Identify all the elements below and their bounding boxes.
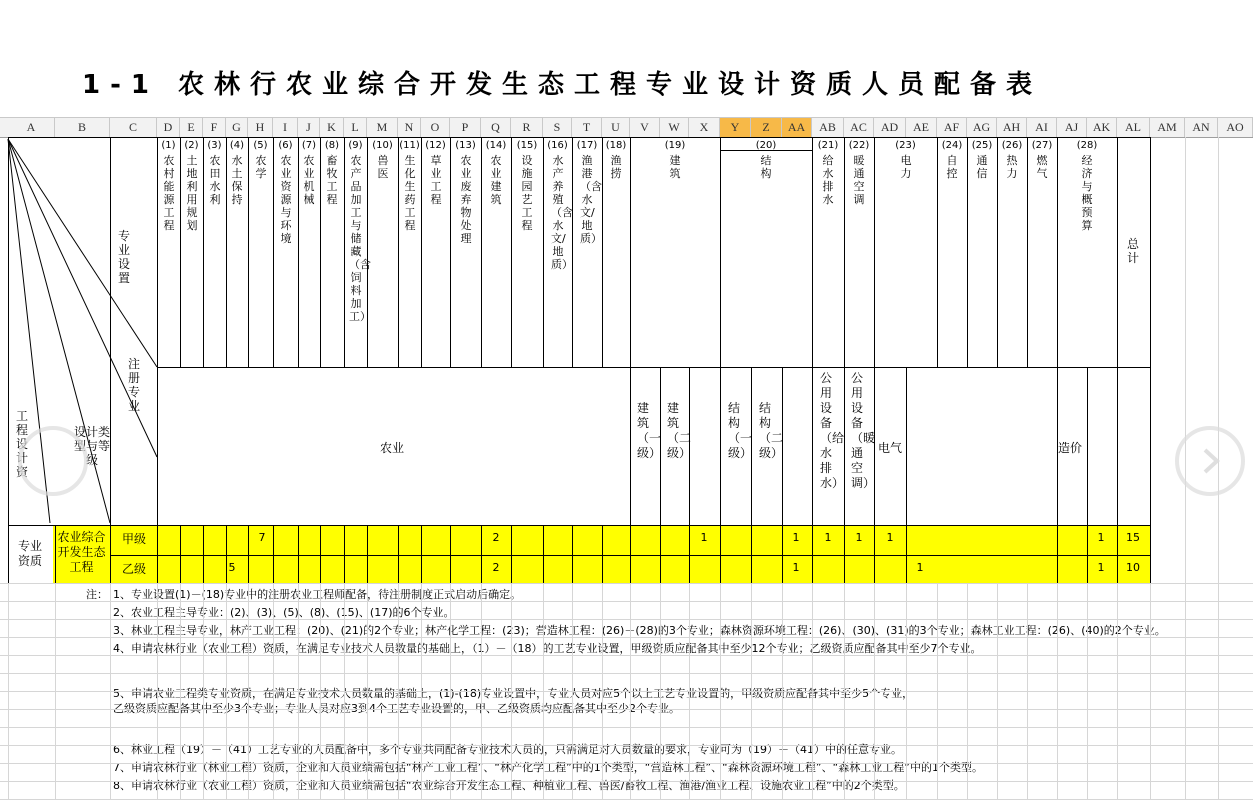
specialty-name: 农业机械 xyxy=(303,154,315,206)
grid-vline xyxy=(226,137,227,367)
specialty-name: 农村能源工程 xyxy=(163,154,175,232)
specialty-num: (17) xyxy=(576,140,598,151)
specialty-name: 建筑 xyxy=(669,154,681,180)
specialty-name: 设施园艺工程 xyxy=(521,154,533,232)
grid-vline xyxy=(481,137,482,367)
column-header-AE[interactable]: AE xyxy=(906,118,937,137)
grid-vline xyxy=(689,367,690,583)
specialty-name: 畜牧工程 xyxy=(326,154,338,206)
grid-vline xyxy=(273,583,274,800)
grid-vline xyxy=(226,583,227,800)
jia-x-value[interactable]: 1 xyxy=(700,531,708,544)
column-header-AB[interactable]: AB xyxy=(812,118,844,137)
column-header-AJ[interactable]: AJ xyxy=(1057,118,1087,137)
grid-vline xyxy=(398,137,399,367)
grid-vline xyxy=(203,583,204,800)
specialty-num: (15) xyxy=(516,140,538,151)
column-header-Z[interactable]: Z xyxy=(751,118,782,137)
jia-aa-value[interactable]: 1 xyxy=(792,531,800,544)
grid-vline xyxy=(1150,583,1151,800)
reg-jianzhu2: 建筑（二级） xyxy=(667,401,692,460)
specialty-num: (25) xyxy=(971,140,993,151)
specialty-num: (1) xyxy=(161,140,176,151)
grid-vline xyxy=(110,583,111,800)
specialty-num: (16) xyxy=(547,140,568,151)
grid-vline xyxy=(367,583,368,800)
grid-vline xyxy=(812,367,813,583)
grid-hline xyxy=(0,763,1253,764)
specialty-num: (3) xyxy=(207,140,222,151)
grid-vline xyxy=(720,137,721,367)
specialty-num: (7) xyxy=(301,140,317,151)
grid-hline xyxy=(0,619,1253,620)
qualification-label: 专业资质 xyxy=(17,539,42,568)
grid-vline xyxy=(751,367,752,583)
jia-total-value[interactable]: 15 xyxy=(1126,531,1140,544)
note-line: 7、申请农林行业（林业工程）资质，企业和人员业绩需包括“林产工业工程”、“林产化学工程”中的1个类型，“营造林工程”、“森林资源环境工程”、“森林工业工程”中的1个类型。 xyxy=(113,761,983,774)
specialty-num: (8) xyxy=(324,140,340,151)
grid-vline xyxy=(1057,583,1058,800)
grid-vline xyxy=(602,583,603,800)
spreadsheet-grid[interactable] xyxy=(0,137,1253,800)
column-header-AC[interactable]: AC xyxy=(844,118,874,137)
grid-vline xyxy=(203,137,204,367)
grid-vline xyxy=(844,137,845,367)
grid-vline xyxy=(481,583,482,800)
reg-gongyong-jishui: 公用设备（给水排水） xyxy=(820,371,845,490)
grid-vline xyxy=(630,367,631,583)
grid-vline xyxy=(450,583,451,800)
specialty-num: (22) xyxy=(848,140,870,151)
category-label: 农业综合开发生态工程 xyxy=(57,530,106,574)
grid-hline xyxy=(0,583,1253,584)
specialty-num: (14) xyxy=(485,140,507,151)
grid-vline xyxy=(8,137,9,583)
grid-hline xyxy=(0,727,1253,728)
column-header-I[interactable]: I xyxy=(273,118,298,137)
grid-hline xyxy=(0,601,1253,602)
column-header-Q[interactable]: Q xyxy=(481,118,511,137)
grid-hline xyxy=(157,367,1150,368)
grid-vline xyxy=(180,525,181,583)
grid-vline xyxy=(1117,137,1118,367)
column-header-AA[interactable]: AA xyxy=(782,118,812,137)
specialty-name: 草业工程 xyxy=(430,154,442,206)
column-header-AK[interactable]: AK xyxy=(1087,118,1117,137)
jia-ad-value[interactable]: 1 xyxy=(886,531,894,544)
grid-vline xyxy=(782,583,783,800)
grid-vline xyxy=(298,583,299,800)
specialty-name: 农业资源与环境 xyxy=(280,154,292,245)
grid-vline xyxy=(1087,367,1088,583)
grid-vline xyxy=(1027,583,1028,800)
column-header-R[interactable]: R xyxy=(511,118,543,137)
specialty-name: 水产养殖（含水文/地质） xyxy=(551,154,573,271)
specialty-num: (9) xyxy=(348,140,363,151)
grid-vline xyxy=(1218,137,1219,583)
specialty-num: (21) xyxy=(817,140,839,151)
grid-vline xyxy=(248,583,249,800)
yi-ae-value[interactable]: 1 xyxy=(916,561,924,574)
grid-hline xyxy=(0,781,1253,782)
reg-nongye: 农业 xyxy=(380,441,405,455)
grid-vline xyxy=(660,367,661,583)
grid-vline xyxy=(812,137,813,367)
grid-vline xyxy=(450,525,451,583)
grid-vline xyxy=(367,525,368,583)
grid-vline xyxy=(248,137,249,367)
reg-gongyong-nuantong: 公用设备（暖通空调） xyxy=(851,371,876,490)
specialty-name: 热力 xyxy=(1006,154,1018,180)
grid-vline xyxy=(874,137,875,367)
column-header-bar[interactable] xyxy=(0,117,1253,138)
grid-vline xyxy=(630,583,631,800)
specialty-num: (11) xyxy=(399,140,420,151)
grid-vline xyxy=(320,583,321,800)
grid-vline xyxy=(398,525,399,583)
note-line: 2、农业工程主导专业：(2)、(3)、(5)、(8)、(15)、(17)的6个专业。 xyxy=(113,606,455,619)
jia-ak-value[interactable]: 1 xyxy=(1097,531,1105,544)
note-line: 4、申请农林行业（农业工程）资质，在满足专业技术人员数量的基础上，（1）－（18）的工艺专业设置，甲级资质应配备其中至少12个专业；乙级资质应配备其中至少7个专业。 xyxy=(113,642,982,655)
grid-vline xyxy=(511,525,512,583)
zhuce-zhuanye-label: 注册专业 xyxy=(128,357,141,413)
grid-vline xyxy=(937,137,938,367)
grid-hline xyxy=(0,691,1253,692)
specialty-num: (6) xyxy=(278,140,293,151)
note-line: 1、专业设置(1)－(18)专业中的注册农业工程师配备，待注册制度正式启动后确定。 xyxy=(113,588,522,601)
reg-dianqi: 电气 xyxy=(878,441,903,455)
grid-vline xyxy=(1185,583,1186,800)
specialty-name: 农业建筑 xyxy=(490,154,502,206)
specialty-name: 兽医 xyxy=(377,154,389,180)
specialty-num: (20) xyxy=(755,140,777,151)
grid-vline xyxy=(906,367,907,583)
specialty-name: 农产品加工与储藏（含饲料加工） xyxy=(349,154,371,323)
grid-vline xyxy=(320,525,321,583)
yi-aa-value[interactable]: 1 xyxy=(792,561,800,574)
grid-vline xyxy=(110,137,111,583)
grid-vline xyxy=(55,525,56,583)
specialty-name: 渔捞 xyxy=(610,154,622,180)
grid-hline xyxy=(0,655,1253,656)
jia-ab-value[interactable]: 1 xyxy=(824,531,832,544)
grid-vline xyxy=(997,137,998,367)
prev-nav-circle[interactable] xyxy=(18,426,88,496)
yi-ak-value[interactable]: 1 xyxy=(1097,561,1105,574)
yi-nongye-value[interactable]: 5 xyxy=(228,561,236,574)
reg-jianzhu1: 建筑（一级） xyxy=(637,401,662,460)
grid-vline xyxy=(812,583,813,800)
grid-hline xyxy=(0,673,1253,674)
grid-vline xyxy=(967,583,968,800)
column-header-P[interactable]: P xyxy=(450,118,481,137)
column-header-G[interactable]: G xyxy=(226,118,248,137)
yi-label[interactable]: 乙级 xyxy=(122,562,147,576)
grid-vline xyxy=(630,137,631,367)
grid-vline xyxy=(751,583,752,800)
grid-vline xyxy=(273,525,274,583)
column-header-X[interactable]: X xyxy=(689,118,720,137)
grid-vline xyxy=(967,137,968,367)
column-header-E[interactable]: E xyxy=(180,118,203,137)
grid-hline xyxy=(0,745,1253,746)
jia-nongye-value[interactable]: 7 xyxy=(258,531,266,544)
column-header-N[interactable]: N xyxy=(398,118,421,137)
grid-vline xyxy=(248,525,249,583)
grid-vline xyxy=(1057,137,1058,367)
zongji-label: 总计 xyxy=(1127,237,1140,265)
note-line: 乙级资质应配备其中至少3个专业；专业人员对应3到4个工艺专业设置的，甲、乙级资质均应配备其中至少2个专业。 xyxy=(113,702,680,715)
specialty-name: 农学 xyxy=(255,154,267,180)
specialty-name: 燃气 xyxy=(1036,154,1048,180)
column-header-AN[interactable]: AN xyxy=(1185,118,1218,137)
column-header-W[interactable]: W xyxy=(660,118,689,137)
grid-vline xyxy=(180,583,181,800)
grid-vline xyxy=(421,583,422,800)
specialty-num: (13) xyxy=(455,140,476,151)
column-header-AF[interactable]: AF xyxy=(937,118,967,137)
chevron-right-icon xyxy=(1179,430,1241,492)
grid-vline xyxy=(226,525,227,583)
grid-vline xyxy=(543,583,544,800)
grid-vline xyxy=(720,367,721,583)
grid-vline xyxy=(782,367,783,583)
note-line: 8、申请农林行业（农业工程）资质，企业和人员业绩需包括“农业综合开发生态工程、种植业工程、兽医/畜牧工程、渔港/渔业工程、设施农业工程”中的2个类型。 xyxy=(113,779,905,792)
grid-hline xyxy=(0,637,1253,638)
grid-vline xyxy=(1218,583,1219,800)
grid-vline xyxy=(344,525,345,583)
specialty-name: 土地利用规划 xyxy=(186,154,198,232)
note-line: 5、申请农业工程类专业资质，在满足专业技术人员数量的基础上，(1)-(18)专业设置中，专业人员对应5个以上工艺专业设置的，甲级资质应配备其中至少5个专业， xyxy=(113,687,914,700)
grid-vline xyxy=(997,583,998,800)
column-header-V[interactable]: V xyxy=(630,118,660,137)
column-header-AM[interactable]: AM xyxy=(1150,118,1185,137)
specialty-num: (19) xyxy=(664,140,686,151)
grid-vline xyxy=(180,137,181,367)
grid-vline xyxy=(602,137,603,367)
column-header-T[interactable]: T xyxy=(572,118,602,137)
grid-vline xyxy=(543,525,544,583)
specialty-name: 自控 xyxy=(946,154,958,180)
grid-hline xyxy=(720,150,812,151)
specialty-num: (23) xyxy=(895,140,916,151)
sheet-title: 1-1 农林行农业综合开发生态工程专业设计资质人员配备表 xyxy=(82,70,1043,100)
specialty-num: (12) xyxy=(425,140,446,151)
next-nav-circle[interactable] xyxy=(1175,426,1245,496)
specialty-num: (5) xyxy=(253,140,268,151)
specialty-name: 渔港（含水文/地质） xyxy=(580,154,602,245)
column-header-F[interactable]: F xyxy=(203,118,226,137)
grid-vline xyxy=(398,583,399,800)
grid-vline xyxy=(906,583,907,800)
specialty-num: (4) xyxy=(229,140,245,151)
grid-vline xyxy=(421,525,422,583)
grid-vline xyxy=(844,367,845,583)
grid-vline xyxy=(1117,583,1118,800)
specialty-name: 通信 xyxy=(976,154,988,180)
grid-vline xyxy=(320,137,321,367)
column-header-A[interactable]: A xyxy=(8,118,55,137)
grid-vline xyxy=(298,525,299,583)
grid-vline xyxy=(602,525,603,583)
column-header-AD[interactable]: AD xyxy=(874,118,906,137)
specialty-name: 给水排水 xyxy=(822,154,834,206)
grid-vline xyxy=(511,137,512,367)
yi-total-value[interactable]: 10 xyxy=(1126,561,1140,574)
specialty-name: 结构 xyxy=(760,154,772,180)
specialty-num: (26) xyxy=(1001,140,1023,151)
specialty-num: (10) xyxy=(372,140,393,151)
yi-pq-value[interactable]: 2 xyxy=(492,561,500,574)
grid-vline xyxy=(1185,137,1186,583)
grid-vline xyxy=(543,137,544,367)
jia-ac-value[interactable]: 1 xyxy=(855,531,863,544)
grid-vline xyxy=(874,367,875,583)
specialty-name: 电力 xyxy=(900,154,912,180)
column-header-AL[interactable]: AL xyxy=(1117,118,1150,137)
grid-vline xyxy=(572,583,573,800)
column-header-M[interactable]: M xyxy=(367,118,398,137)
column-header-AG[interactable]: AG xyxy=(967,118,997,137)
reg-zaojia: 造价 xyxy=(1058,441,1083,455)
notes-label: 注： xyxy=(86,588,108,601)
column-header-D[interactable]: D xyxy=(157,118,180,137)
grid-vline xyxy=(689,583,690,800)
grid-vline xyxy=(157,583,158,800)
jia-pq-value[interactable]: 2 xyxy=(492,531,500,544)
specialty-num: (24) xyxy=(941,140,963,151)
specialty-name: 农业废弃物处理 xyxy=(460,154,472,245)
grid-vline xyxy=(344,137,345,367)
grid-vline xyxy=(298,137,299,367)
grid-vline xyxy=(450,137,451,367)
column-header-Y[interactable]: Y xyxy=(720,118,751,137)
note-line: 3、林业工程主导专业，林产工业工程：(20)、(21)的2个专业；林产化学工程：(23)；营造林工程：(26)－(28)的3个专业；森林资源环境工程：(26)、(30)、(31)的3个专业；森林工业工程：(26)、(40)的2个专业。 xyxy=(113,624,1166,637)
jia-label[interactable]: 甲级 xyxy=(122,532,147,546)
grid-vline xyxy=(660,583,661,800)
specialty-num: (2) xyxy=(184,140,199,151)
zhuanye-shezhi-label: 专业设置 xyxy=(118,229,131,285)
column-header-K[interactable]: K xyxy=(320,118,344,137)
grid-vline xyxy=(572,525,573,583)
column-header-L[interactable]: L xyxy=(344,118,367,137)
column-header-H[interactable]: H xyxy=(248,118,273,137)
column-header-S[interactable]: S xyxy=(543,118,572,137)
specialty-num: (28) xyxy=(1076,140,1098,151)
grid-vline xyxy=(874,583,875,800)
specialty-name: 生化生药工程 xyxy=(404,154,416,232)
column-header-AI[interactable]: AI xyxy=(1027,118,1057,137)
grid-vline xyxy=(1150,137,1151,583)
grid-vline xyxy=(1057,367,1058,583)
specialty-name: 经济与概预算 xyxy=(1081,154,1093,232)
specialty-num: (18) xyxy=(605,140,627,151)
column-header-J[interactable]: J xyxy=(298,118,320,137)
specialty-name: 农田水利 xyxy=(209,154,221,206)
grid-vline xyxy=(1117,367,1118,583)
grid-vline xyxy=(1087,583,1088,800)
grid-vline xyxy=(344,583,345,800)
grid-vline xyxy=(481,525,482,583)
grid-vline xyxy=(273,137,274,367)
grid-hline xyxy=(0,709,1253,710)
grid-vline xyxy=(367,137,368,367)
grid-vline xyxy=(8,583,9,800)
grid-vline xyxy=(844,583,845,800)
specialty-name: 水土保持 xyxy=(231,154,243,206)
grid-vline xyxy=(511,583,512,800)
grid-vline xyxy=(55,583,56,800)
grid-vline xyxy=(157,137,158,583)
specialty-name: 暖通空调 xyxy=(853,154,865,206)
column-header-AH[interactable]: AH xyxy=(997,118,1027,137)
grid-vline xyxy=(421,137,422,367)
column-header-O[interactable]: O xyxy=(421,118,450,137)
grid-vline xyxy=(572,137,573,367)
grid-vline xyxy=(1027,137,1028,367)
sheji-leixing-label: 设计类型与等级 xyxy=(73,425,110,467)
grid-vline xyxy=(720,583,721,800)
gongcheng-sheji-label: 工程设计资 xyxy=(16,409,29,479)
column-header-AO[interactable]: AO xyxy=(1218,118,1253,137)
note-line: 6、林业工程（19）－（41）工艺专业的人员配备中，多个专业共同配备专业技术人员的，只需满足对人员数量的要求，专业可为（19）－（41）中的任意专业。 xyxy=(113,743,902,756)
column-header-B[interactable]: B xyxy=(55,118,110,137)
grid-vline xyxy=(937,583,938,800)
column-header-C[interactable]: C xyxy=(110,118,157,137)
column-header-U[interactable]: U xyxy=(602,118,630,137)
reg-jiegou2: 结构（二级） xyxy=(759,401,784,460)
reg-jiegou1: 结构（一级） xyxy=(728,401,753,460)
specialty-num: (27) xyxy=(1031,140,1053,151)
grid-vline xyxy=(203,525,204,583)
